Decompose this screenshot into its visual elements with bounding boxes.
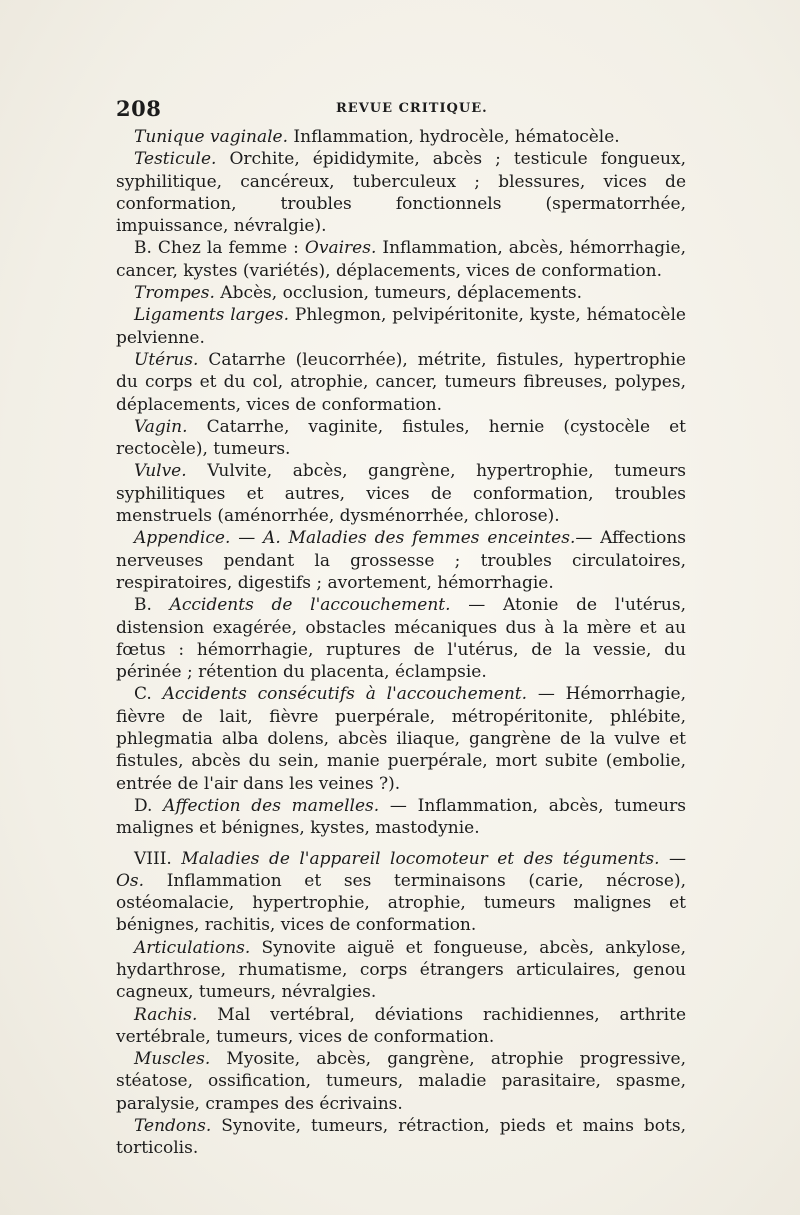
paragraph-term: Muscles. [134,1049,211,1070]
paragraph-term: Utérus. [134,349,199,370]
paragraph-term: Rachis. [134,1004,198,1025]
paragraph-text: VIII. [134,848,182,869]
paragraph [116,1004,686,1049]
page-number: 208 [116,96,162,121]
paragraph [116,126,686,148]
paragraph-term: Appendice. — A. Maladies des femmes enceintes. [134,528,576,549]
paragraph-text: Catarrhe, vaginite, fistules, hernie (cystocèle et rectocèle), tumeurs. [116,416,686,460]
paragraph [116,795,686,840]
paragraph-term: Testicule. [134,149,217,170]
paragraph [116,282,686,304]
paragraph-text: — Inflammation, abcès, tumeurs malignes et bénignes, kystes, mastodynie. [116,795,686,839]
paragraph [116,594,686,683]
paragraph-text: Inflammation, abcès, hémorrhagie, cancer, kystes (variétés), déplacements, vices de conformation. [116,238,686,281]
paragraph [116,460,686,527]
paragraph-term: Affection des mamelles. [163,795,380,816]
paragraph-term: Trompes. [134,283,215,304]
paragraph [116,683,686,794]
paragraph-text: Synovite, tumeurs, rétraction, pieds et mains bots, torticolis. [116,1116,686,1159]
paragraph-term: Accidents consécutifs à l'accouchement. [162,684,528,705]
paragraph-text: Myosite, abcès, gangrène, atrophie progressive, stéatose, ossification, tumeurs, maladie parasitaire, spasme, paralysie, crampes des écrivains. [116,1049,686,1114]
paragraph-text: B. [134,595,170,616]
paragraph-text: B. Chez la femme : [134,238,305,259]
paragraph-term: Articulations. [134,937,251,958]
paragraph-text: Inflammation et ses terminaisons (carie, nécrose), ostéomalacie, hypertrophie, atrophie, tumeurs malignes et bénignes, rachitis, vices de conformation. [116,870,686,936]
paragraph [116,937,686,1004]
paragraph-text: Abcès, occlusion, tumeurs, déplacements. [214,283,583,304]
paragraph-text: Phlegmon, pelvipéritonite, kyste, hématocèle pelvienne. [116,305,686,348]
paragraph-text: Inflammation, hydrocèle, hématocèle. [288,127,620,147]
paragraph-term: Ligaments larges. [134,305,290,326]
paragraph-text: Catarrhe (leucorrhée), métrite, fistules, hypertrophie du corps et du col, atrophie, cancer, tumeurs fibreuses, polypes, déplacements, vices de conformation. [116,349,686,415]
paragraph-text: Mal vertébral, déviations rachidiennes, arthrite vertébrale, tumeurs, vices de conformation. [116,1004,686,1047]
paragraph-text: Vulvite, abcès, gangrène, hypertrophie, tumeurs syphilitiques et autres, vices de conformation, troubles menstruels (aménorrhée, dysménorrhée, chlorose). [116,461,686,527]
paragraph-text: Synovite aiguë et fongueuse, abcès, ankylose, hydarthrose, rhumatisme, corps étrangers articulaires, genou cagneux, tumeurs, névralgies. [116,937,686,1003]
paragraph-term: Ovaires. [304,238,377,259]
paragraph-term: Tunique vaginale. [134,127,289,147]
paragraph [116,148,686,237]
paragraph-term: Vulve. [134,461,187,482]
paragraph-term: Accidents de l'accouchement. [169,595,451,616]
paragraph-text: D. [134,795,164,816]
paragraph-text: Orchite, épididymite, abcès ; testicule fongueux, syphilitique, cancéreux, tuberculeux ; blessures, vices de conformation, troubles fonctionnels (spermatorrhée, impuissance, névralgie). [116,149,686,237]
body-text [116,126,686,1160]
paragraph-term: Tendons. [134,1116,212,1137]
running-head: REVUE CRITIQUE. [336,101,488,116]
paragraph [116,1115,686,1160]
paragraph-term: Vagin. [134,416,188,437]
paragraph [116,304,686,349]
paragraph-text: — Affections nerveuses pendant la grossesse ; troubles circulatoires, respiratoires, digestifs ; avortement, hémorrhagie. [116,528,686,593]
paragraph [116,527,686,594]
paragraph [116,237,686,282]
page-header [116,96,686,122]
paragraph-term: Maladies de l'appareil locomoteur et des téguments. — Os. [116,848,686,891]
paragraph-text: — Atonie de l'utérus, distension exagérée, obstacles mécaniques dus à la mère et au fœtus : hémorrhagie, ruptures de l'utérus, de la vessie, du périnée ; rétention du placenta, éclampsie. [116,595,686,683]
paragraph-text: — Hémorrhagie, fièvre de lait, fièvre puerpérale, métropéritonite, phlébite, phlegmatia alba dolens, abcès iliaque, gangrène de la vulve et fistules, abcès du sein, manie puerpérale, mort subite (embolie, entrée de l'air dans les veines ?). [116,684,686,794]
paragraph-text: C. [134,684,163,705]
paragraph [116,416,686,461]
paragraph [116,349,686,416]
paragraph [116,848,686,937]
paragraph [116,1048,686,1115]
